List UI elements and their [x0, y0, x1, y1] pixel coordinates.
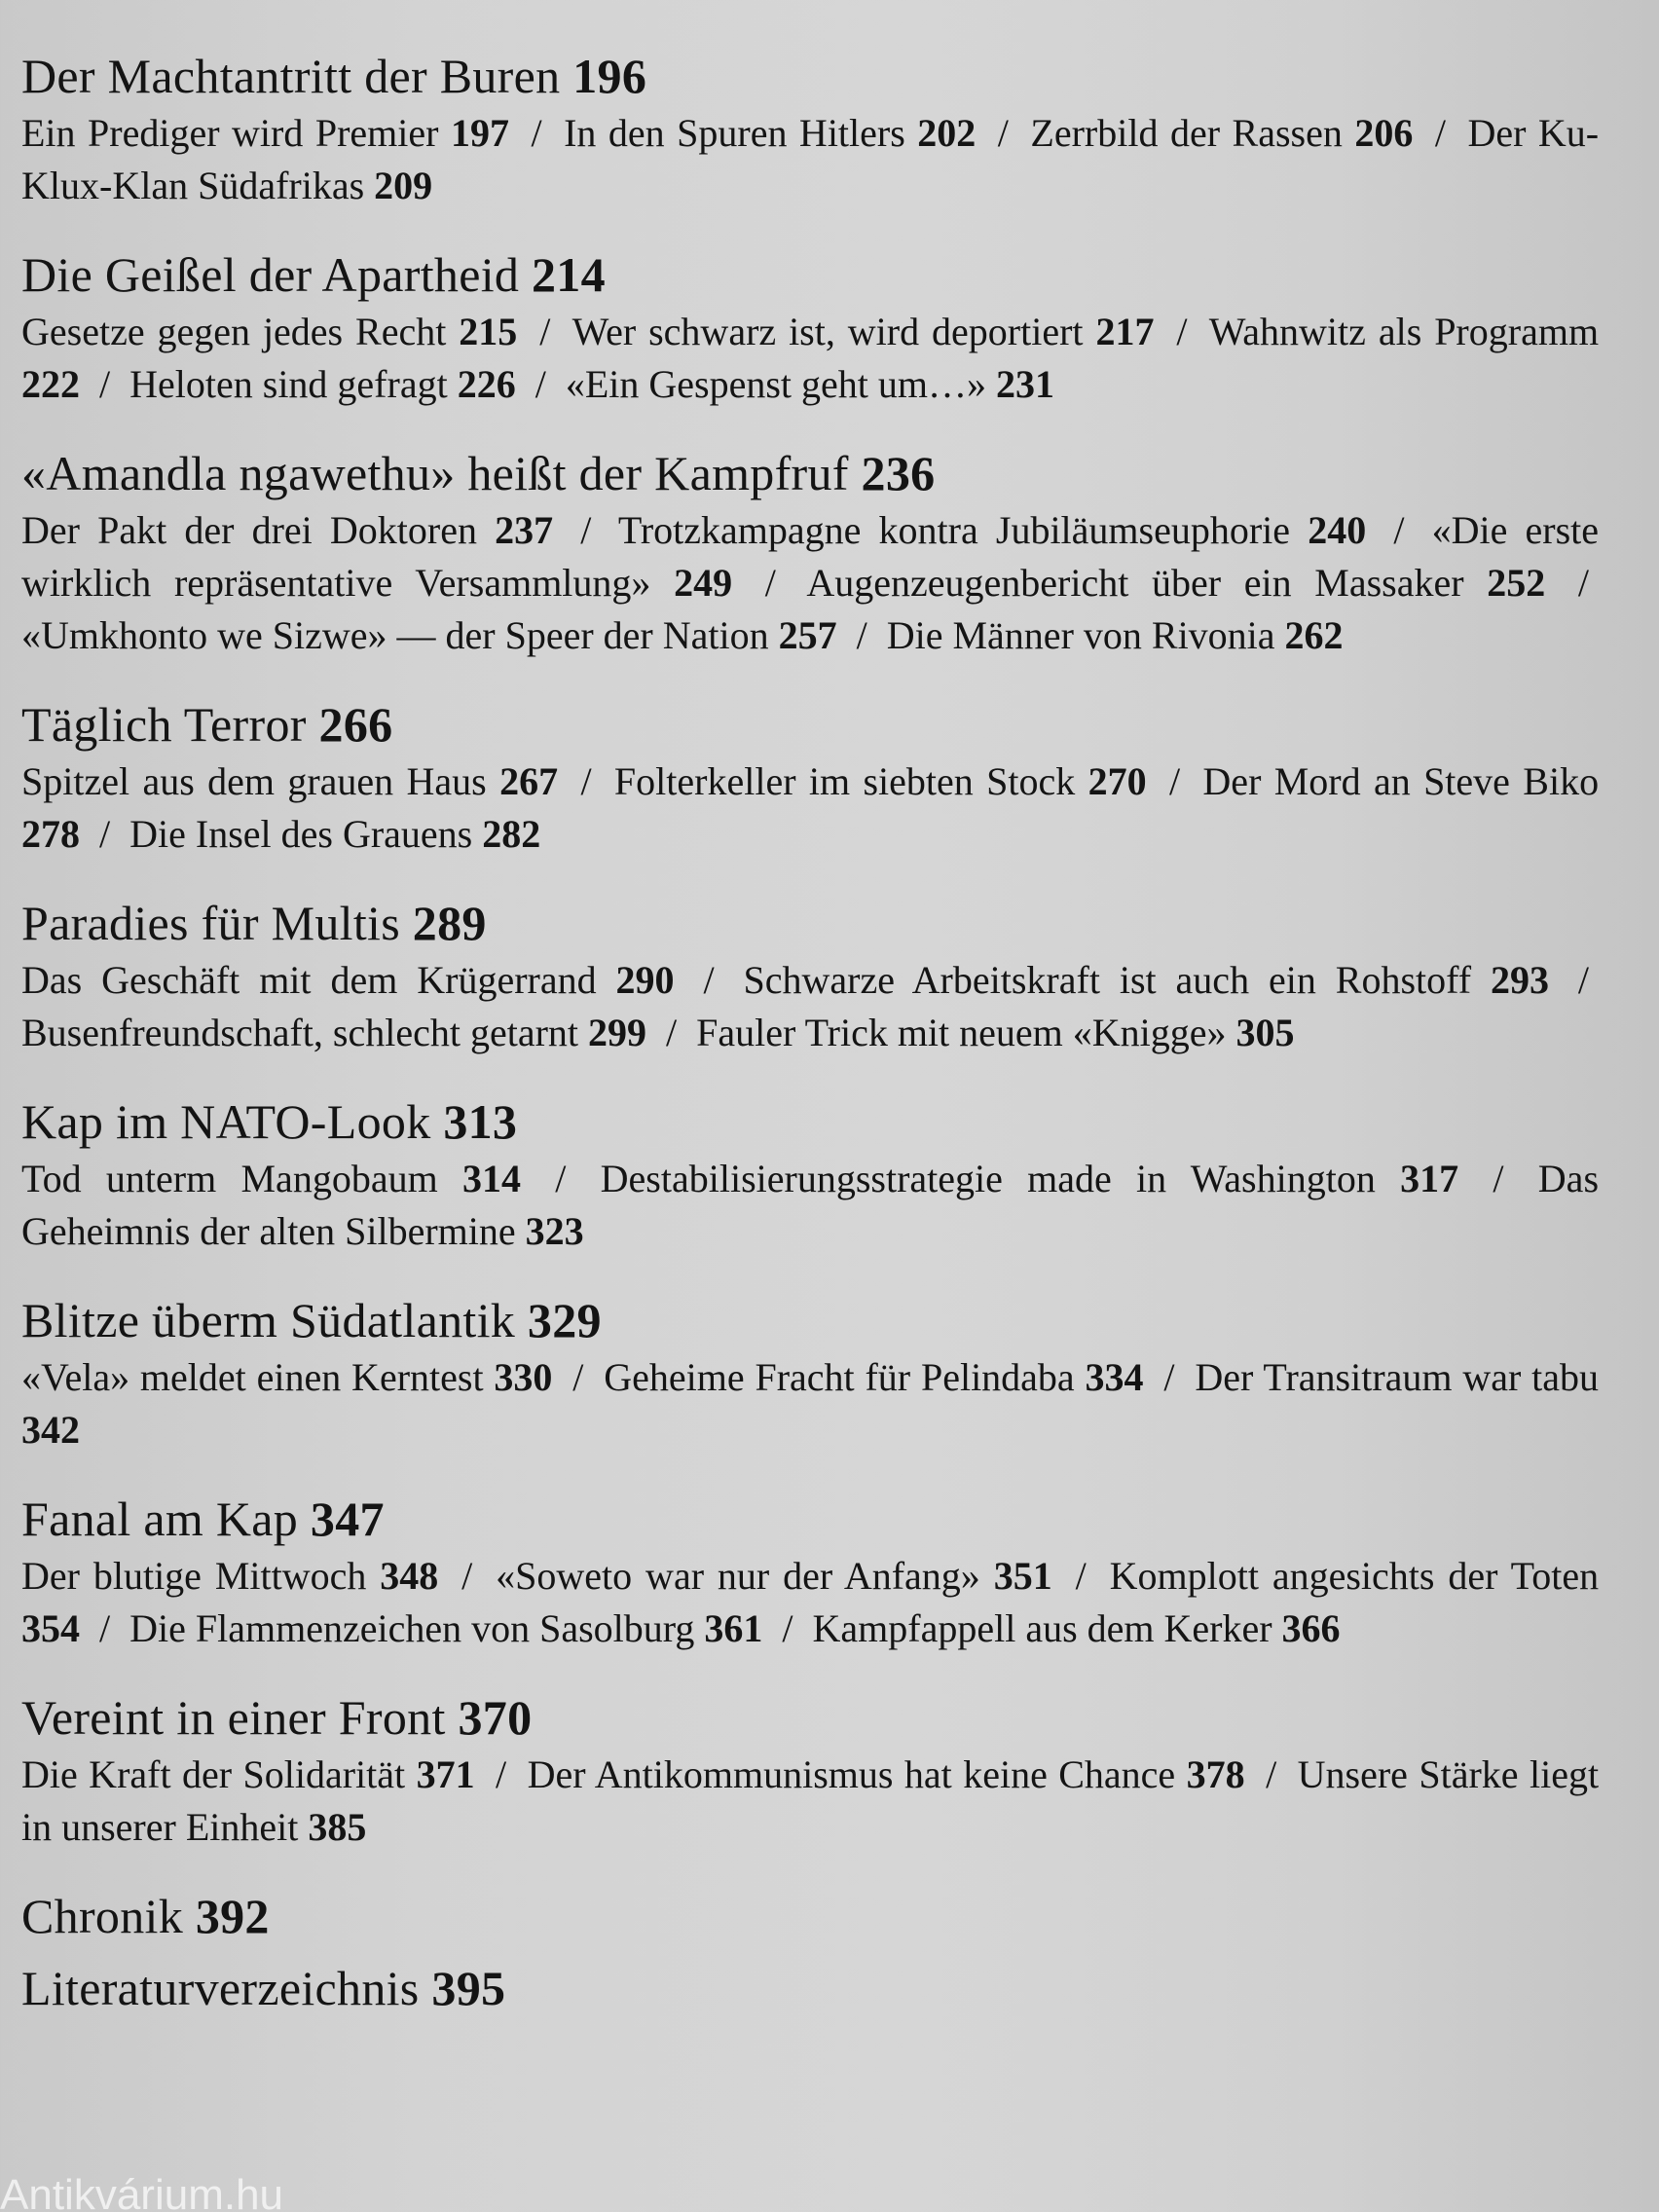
chapter-heading — [21, 894, 1599, 952]
section-separator: / — [856, 613, 867, 657]
chapter-block — [21, 1490, 1599, 1655]
section-list — [21, 504, 1599, 662]
section-title: Das Geschäft mit dem Krügerrand — [21, 958, 597, 1002]
section-page-number: 262 — [1284, 613, 1344, 657]
chapter-heading — [21, 695, 1599, 754]
section-page-number: 305 — [1235, 1011, 1295, 1054]
section-page-number: 240 — [1308, 508, 1367, 552]
section-page-number: 351 — [993, 1554, 1052, 1598]
section-title: «Umkhonto we Sizwe» — der Speer der Nation — [21, 613, 769, 657]
section-page-number: 202 — [917, 111, 977, 155]
section-title: Der Mord an Steve Biko — [1202, 759, 1600, 803]
chapter-block — [21, 695, 1599, 861]
section-separator: / — [1577, 561, 1590, 605]
chapter-heading — [21, 1490, 1599, 1548]
chapter-heading — [21, 1092, 1599, 1151]
section-list — [21, 107, 1599, 212]
chapter-block — [21, 1688, 1599, 1854]
section-page-number: 323 — [525, 1209, 584, 1253]
section-separator: / — [764, 561, 776, 605]
section-page-number: 334 — [1085, 1355, 1144, 1399]
section-separator: / — [580, 508, 592, 552]
section-separator: / — [99, 1606, 111, 1650]
chapter-page-number: 266 — [318, 697, 393, 752]
chapter-title-text: Die Geißel der Apartheid — [21, 247, 520, 302]
chapter-title-text: Paradies für Multis — [21, 896, 400, 950]
section-title: In den Spuren Hitlers — [564, 111, 905, 155]
watermark: Antikvárium.hu — [0, 2171, 284, 2212]
section-title: Gesetze gegen jedes Recht — [21, 310, 447, 353]
section-title: Schwarze Arbeitskraft ist auch ein Rohstoff — [743, 958, 1472, 1002]
section-list — [21, 756, 1599, 861]
section-page-number: 317 — [1400, 1157, 1459, 1200]
section-separator: / — [1434, 111, 1446, 155]
section-separator: / — [1168, 759, 1181, 803]
section-title: Spitzel aus dem grauen Haus — [21, 759, 487, 803]
chapter-page-number: 214 — [532, 247, 606, 302]
chapter-block — [21, 894, 1599, 1059]
section-separator: / — [555, 1157, 567, 1200]
section-separator: / — [1577, 958, 1590, 1002]
section-title: Der Ku-Klux-Klan Südafrikas — [21, 111, 1600, 207]
chapter-page-number: 370 — [458, 1690, 533, 1745]
section-title: Die Insel des Grauens — [129, 812, 473, 856]
section-title: Fauler Trick mit neuem «Knigge» — [696, 1011, 1227, 1054]
section-title: Zerrbild der Rassen — [1030, 111, 1343, 155]
section-separator: / — [1176, 310, 1188, 353]
section-page-number: 366 — [1281, 1606, 1341, 1650]
section-title: Unsere Stärke liegt in unserer Einheit — [21, 1752, 1600, 1849]
section-title: Wahnwitz als Programm — [1208, 310, 1600, 353]
chapter-title-text: Vereint in einer Front — [21, 1690, 446, 1745]
section-title: Trotzkampagne kontra Jubiläumseuphorie — [617, 508, 1291, 552]
section-page-number: 314 — [461, 1157, 521, 1200]
section-page-number: 342 — [21, 1408, 80, 1452]
section-separator: / — [99, 812, 111, 856]
section-separator: / — [1075, 1554, 1087, 1598]
section-page-number: 330 — [494, 1355, 553, 1399]
chapter-block — [21, 47, 1599, 212]
section-title: Komplott angesichts der Toten — [1109, 1554, 1600, 1598]
section-title: Kampfappell aus dem Kerker — [812, 1606, 1272, 1650]
section-title: Die Flammenzeichen von Sasolburg — [129, 1606, 695, 1650]
section-separator: / — [666, 1011, 678, 1054]
section-page-number: 209 — [374, 164, 433, 207]
section-page-number: 237 — [495, 508, 554, 552]
section-page-number: 348 — [380, 1554, 439, 1598]
chapter-heading — [21, 444, 1599, 502]
section-separator: / — [1393, 508, 1405, 552]
chapter-title-text: Täglich Terror — [21, 697, 307, 752]
section-page-number: 361 — [704, 1606, 763, 1650]
section-list — [21, 1550, 1599, 1655]
appendix-title-text: Chronik — [21, 1889, 183, 1943]
section-title: Der blutige Mittwoch — [21, 1554, 367, 1598]
section-list — [21, 1351, 1599, 1456]
section-title: Destabilisierungsstrategie made in Washington — [600, 1157, 1376, 1200]
section-title: Tod unterm Mangobaum — [21, 1157, 438, 1200]
section-list — [21, 1749, 1599, 1854]
section-title: Busenfreundschaft, schlecht getarnt — [21, 1011, 579, 1054]
section-page-number: 385 — [308, 1805, 367, 1849]
section-title: Die Kraft der Solidarität — [21, 1752, 406, 1796]
chapter-page-number: 196 — [572, 49, 647, 103]
appendix-page-number: 395 — [431, 1961, 506, 2015]
appendix-title-text: Literaturverzeichnis — [21, 1961, 420, 2015]
appendix-heading — [21, 1887, 1599, 1945]
section-title: «Ein Gespenst geht um…» — [565, 362, 986, 406]
section-page-number: 354 — [21, 1606, 80, 1650]
section-separator: / — [997, 111, 1009, 155]
table-of-contents — [21, 47, 1599, 2031]
section-title: Das Geheimnis der alten Silbermine — [21, 1157, 1600, 1253]
chapter-heading — [21, 245, 1599, 304]
chapter-heading — [21, 1291, 1599, 1349]
section-title: Die Männer von Rivonia — [886, 613, 1275, 657]
chapter-title-text: Der Machtantritt der Buren — [21, 49, 561, 103]
section-separator: / — [703, 958, 715, 1002]
chapter-block — [21, 1291, 1599, 1456]
section-page-number: 290 — [615, 958, 675, 1002]
chapter-block — [21, 1092, 1599, 1258]
section-separator: / — [580, 759, 592, 803]
section-title: Ein Prediger wird Premier — [21, 111, 439, 155]
chapter-heading — [21, 47, 1599, 105]
chapter-title-text: Kap im NATO-Look — [21, 1094, 431, 1149]
section-title: Folterkeller im siebten Stock — [613, 759, 1076, 803]
chapter-title-text: Blitze überm Südatlantik — [21, 1293, 516, 1347]
section-page-number: 222 — [21, 362, 80, 406]
chapter-title-text: Fanal am Kap — [21, 1492, 299, 1546]
section-page-number: 206 — [1354, 111, 1414, 155]
section-page-number: 282 — [482, 812, 541, 856]
appendix-heading — [21, 1959, 1599, 2017]
section-page-number: 278 — [21, 812, 80, 856]
chapter-page-number: 313 — [443, 1094, 518, 1149]
section-list — [21, 1153, 1599, 1258]
chapter-title-text: «Amandla ngawethu» heißt der Kampfruf — [21, 446, 849, 500]
section-separator: / — [531, 111, 542, 155]
section-page-number: 249 — [674, 561, 733, 605]
chapter-page-number: 236 — [861, 446, 936, 500]
section-page-number: 257 — [778, 613, 837, 657]
section-page-number: 299 — [588, 1011, 647, 1054]
section-title: Der Transitraum war tabu — [1195, 1355, 1600, 1399]
section-page-number: 270 — [1088, 759, 1147, 803]
section-separator: / — [496, 1752, 507, 1796]
section-title: «Vela» meldet einen Kerntest — [21, 1355, 484, 1399]
section-page-number: 378 — [1186, 1752, 1245, 1796]
section-page-number: 226 — [457, 362, 516, 406]
appendix-page-number: 392 — [195, 1889, 270, 1943]
section-title: Augenzeugenbericht über ein Massaker — [806, 561, 1464, 605]
section-page-number: 371 — [416, 1752, 475, 1796]
section-title: Wer schwarz ist, wird deportiert — [571, 310, 1084, 353]
appendix-entries — [21, 1887, 1599, 2017]
chapter-page-number: 329 — [527, 1293, 602, 1347]
chapter-block — [21, 245, 1599, 411]
chapter-page-number: 289 — [412, 896, 487, 950]
section-separator: / — [461, 1554, 473, 1598]
section-page-number: 215 — [459, 310, 518, 353]
chapter-heading — [21, 1688, 1599, 1747]
section-page-number: 197 — [450, 111, 509, 155]
section-page-number: 252 — [1487, 561, 1546, 605]
section-list — [21, 306, 1599, 411]
section-page-number: 267 — [499, 759, 559, 803]
section-title: «Soweto war nur der Anfang» — [496, 1554, 980, 1598]
section-separator: / — [535, 362, 546, 406]
section-separator: / — [539, 310, 551, 353]
section-title: Der Antikommunismus hat keine Chance — [527, 1752, 1176, 1796]
section-separator: / — [1266, 1752, 1277, 1796]
section-separator: / — [99, 362, 111, 406]
section-page-number: 217 — [1095, 310, 1155, 353]
section-title: «Die erste wirklich repräsentative Versammlung» — [21, 508, 1599, 605]
section-page-number: 293 — [1490, 958, 1549, 1002]
section-title: Geheime Fracht für Pelindaba — [604, 1355, 1075, 1399]
section-separator: / — [1163, 1355, 1175, 1399]
section-separator: / — [572, 1355, 584, 1399]
chapter-page-number: 347 — [310, 1492, 385, 1546]
section-separator: / — [782, 1606, 793, 1650]
section-title: Heloten sind gefragt — [129, 362, 448, 406]
chapter-block — [21, 444, 1599, 662]
section-list — [21, 954, 1599, 1059]
section-page-number: 231 — [995, 362, 1054, 406]
section-separator: / — [1493, 1157, 1504, 1200]
section-title: Der Pakt der drei Doktoren — [21, 508, 477, 552]
